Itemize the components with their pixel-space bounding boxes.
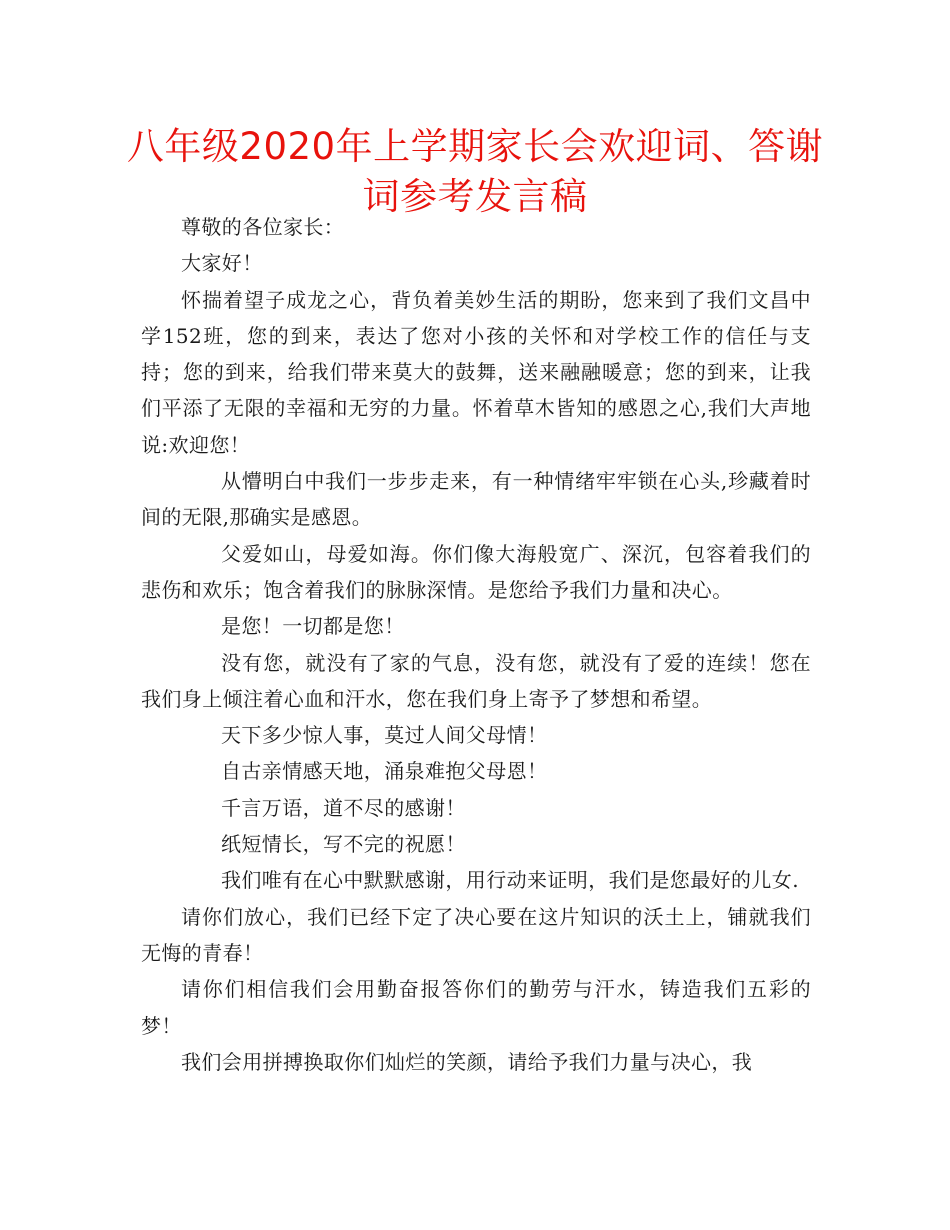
- greeting: 大家好！: [181, 251, 263, 276]
- paragraph-without-you: 没有您，就没有了家的气息，没有您，就没有了爱的连续！您在我们身上倾注着心血和汗水，您在我们身上寄予了梦想和希望。: [141, 650, 811, 711]
- verse-line-4: 纸短情长，写不完的祝愿！: [221, 832, 466, 857]
- paragraph-thanks-action: 我们唯有在心中默默感谢，用行动来证明，我们是您最好的儿女.: [221, 868, 799, 893]
- paragraph-gratitude: 从懵明白中我们一步步走来，有一种情绪牢牢锁在心头,珍藏着时间的无限,那确实是感恩。: [141, 469, 811, 530]
- document-body: [141, 209, 811, 1080]
- paragraph-parents-love: 父爱如山，母爱如海。你们像大海般宽广、深沉，包容着我们的悲伤和欢乐；饱含着我们的脉脉深情。是您给予我们力量和决心。: [141, 541, 811, 602]
- verse-line-1: 天下多少惊人事，莫过人间父母情！: [221, 723, 548, 748]
- paragraph-believe: 请你们相信我们会用勤奋报答你们的勤劳与汗水，铸造我们五彩的梦！: [141, 977, 811, 1038]
- paragraph-it-is-you: 是您！一切都是您！: [221, 614, 405, 639]
- paragraph-welcome: 怀揣着望子成龙之心，背负着美妙生活的期盼，您来到了我们文昌中学152班，您的到来，表达了您对小孩的关怀和对学校工作的信任与支持；您的到来，给我们带来莫大的鼓舞，送来融融暖意；您的到来，让我们平添了无限的幸福和无穷的力量。怀着草木皆知的感恩之心,我们大声地说:欢迎您！: [141, 287, 811, 457]
- verse-line-2: 自古亲情感天地，涌泉难抱父母恩！: [221, 759, 548, 784]
- salutation: 尊敬的各位家长：: [181, 215, 345, 239]
- paragraph-strive: 我们会用拼搏换取你们灿烂的笑颜，请给予我们力量与决心，我: [181, 1049, 753, 1074]
- paragraph-rest-assured: 请你们放心，我们已经下定了决心要在这片知识的沃土上，铺就我们无悔的青春！: [141, 904, 811, 965]
- document-title: 八年级2020年上学期家长会欢迎词、答谢词参考发言稿: [126, 125, 824, 218]
- verse-line-3: 千言万语，道不尽的感谢！: [221, 795, 466, 820]
